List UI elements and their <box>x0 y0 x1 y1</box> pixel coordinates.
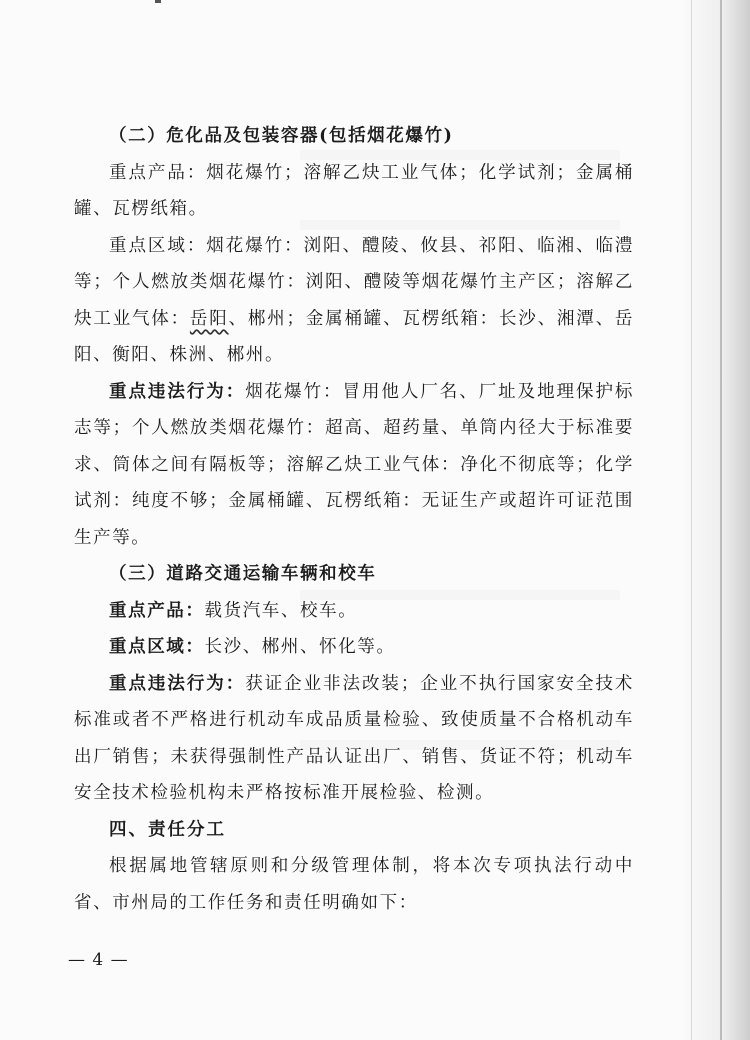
regions-text-underlined: 岳阳 <box>189 308 229 329</box>
violations-label: 重点违法行为： <box>109 673 246 694</box>
violations-text: 获证企业非法改装；企业不执行国家安全技术标准或者不严格进行机动车成品质量检验、致使质量不合格机动车出厂销售；未获得强制性产品认证出厂、销售、货证不符；机动车安全技术检验机构未严格按标准开展检验、检测。 <box>74 673 634 803</box>
section-2-violations <box>74 374 634 557</box>
section-2-products <box>74 155 634 228</box>
products-label: 重点产品： <box>109 162 207 183</box>
page-number: — 4 — <box>68 950 129 970</box>
products-label: 重点产品： <box>109 600 205 621</box>
regions-label: 重点区域： <box>109 637 205 657</box>
scan-edge-line <box>720 0 722 1040</box>
regions-text: 长沙、郴州、怀化等。 <box>204 637 396 657</box>
products-text: 烟花爆竹；溶解乙炔工业气体；化学试剂；金属桶罐、瓦楞纸箱。 <box>74 162 635 219</box>
regions-label: 重点区域： <box>109 235 207 256</box>
scan-speck <box>155 0 161 3</box>
section-2-heading: （二）危化品及包装容器(包括烟花爆竹) <box>109 126 454 146</box>
violations-text: 烟花爆竹：冒用他人厂名、厂址及地理保护标志等；个人燃放类烟花爆竹：超高、超药量、单筒内径大于标准要求、筒体之间有隔板等；溶解乙炔工业气体：净化不彻底等；化学试剂：纯度不够；金属桶罐、瓦楞纸箱：无证生产或超许可证范围生产等。 <box>74 381 634 548</box>
scan-edge-line-secondary <box>691 0 692 1040</box>
section-3-violations <box>74 666 634 812</box>
regions-text-a: 烟花爆竹：浏阳、醴陵、攸县、祁阳、临湘、临澧等；个人燃放类烟花爆竹：浏阳、醴陵等烟花爆竹主产区；溶解乙炔工业气体： <box>74 235 635 329</box>
regions-text-b: 、郴州；金属桶罐、瓦楞纸箱：长沙、湘潭、岳阳、衡阳、株洲、郴州。 <box>74 308 634 365</box>
section-3-heading: （三）道路交通运输车辆和校车 <box>109 564 377 584</box>
section-2-regions <box>74 228 634 374</box>
section-3-products <box>74 593 634 630</box>
products-text: 载货汽车、校车。 <box>204 600 358 621</box>
section-3-regions <box>74 629 634 666</box>
violations-label: 重点违法行为： <box>109 381 246 402</box>
section-4-text: 根据属地管辖原则和分级管理体制，将本次专项执法行动中省、市州局的工作任务和责任明确如下： <box>74 856 634 913</box>
section-4-heading: 四、责任分工 <box>109 819 226 840</box>
document-body <box>74 118 634 921</box>
